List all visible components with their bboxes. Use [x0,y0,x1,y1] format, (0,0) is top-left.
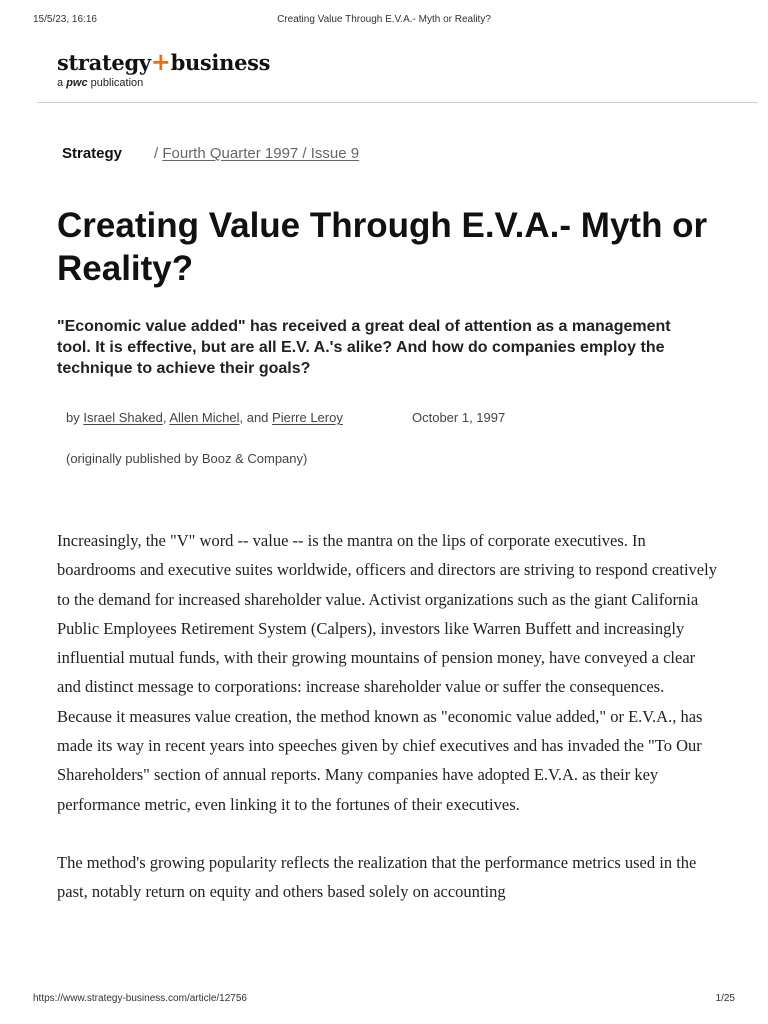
author-link-michel[interactable]: Allen Michel [169,410,240,425]
logo-business: business [170,50,271,75]
tagline-prefix: a [57,77,64,89]
breadcrumb-section-link[interactable]: Strategy [62,145,123,162]
print-header [0,0,768,30]
breadcrumb [62,145,360,162]
body-paragraph: Because it measures value creation, the method known as "economic value added," or E.V.A., has made its way in recent years into speeches given by chief executives and has invaded the "To Our Shareholders" section of annual reports. Many companies have adopted E.V.A. as their key performance metric, even linking it to the fortunes of their executives. [57,706,703,814]
breadcrumb-trail [154,145,359,162]
logo-plus-icon: + [150,47,171,76]
page-number: 1/25 [715,993,735,1004]
byline-separator-and: , and [239,410,269,425]
byline-separator: , [162,410,167,425]
brand-logo[interactable] [57,47,270,89]
byline-prefix: by [66,410,80,425]
byline [66,410,343,425]
original-publisher-note: (originally published by Booz & Company) [66,451,308,466]
author-link-leroy[interactable]: Pierre Leroy [272,410,343,425]
breadcrumb-issue-link[interactable]: Fourth Quarter 1997 / Issue 9 [162,145,360,162]
breadcrumb-separator: / [154,145,159,162]
print-url: https://www.strategy-business.com/article/12756 [33,993,247,1004]
logo-wordmark[interactable] [57,47,270,76]
logo-strategy: strategy [57,50,151,75]
author-link-shaked[interactable]: Israel Shaked [83,410,163,425]
article-body [57,526,717,907]
print-page-title: Creating Value Through E.V.A.- Myth or Reality? [277,14,491,25]
article-dek: "Economic value added" has received a great deal of attention as a management tool. It is effective, but are all E.V. A.'s alike? And how do companies employ the technique to achieve their goals? [57,318,671,377]
body-paragraph: The method's growing popularity reflects the realization that the performance metrics used in the past, notably return on equity and others based solely on accounting [57,852,697,902]
publish-date: October 1, 1997 [412,410,506,425]
print-datetime: 15/5/23, 16:16 [33,14,97,25]
body-paragraph: Increasingly, the "V" word -- value -- is the mantra on the lips of corporate executives. In boardrooms and executive suites worldwide, officers and directors are striving to respond creatively to the demand for increased shareholder value. Activist organizations such as the giant California Public Employees Retirement System (Calpers), investors like Warren Buffett and increasingly influential mutual funds, with their growing mountains of pension money, have conveyed a clear and distinct message to corporations: increase shareholder value or suffer the consequences. [57,531,717,697]
header-divider [37,102,758,103]
tagline-suffix: publication [90,77,144,89]
article-headline: Creating Value Through E.V.A.- Myth or Reality? [57,206,708,288]
brand-tagline [57,77,270,89]
pwc-logo: pwc [66,77,88,89]
